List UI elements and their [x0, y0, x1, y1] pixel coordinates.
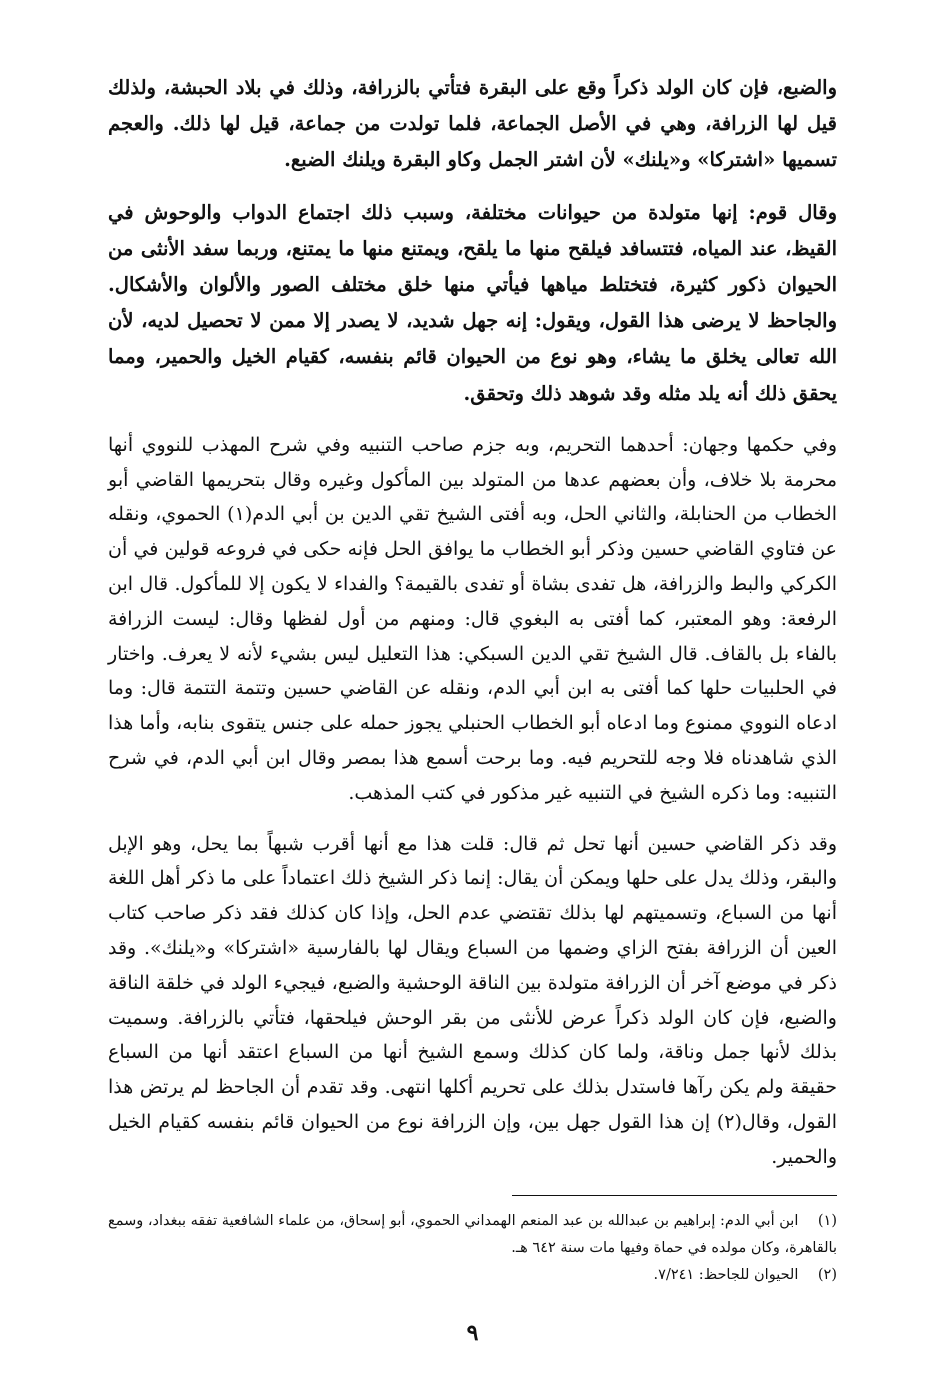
footnote-1 — [108, 1208, 837, 1262]
footnote-number: (٢) — [817, 1266, 837, 1283]
footnote-divider — [512, 1195, 837, 1196]
footnote-text: ابن أبي الدم: إبراهيم بن عبدالله بن عبد المنعم الهمداني الحموي، أبو إسحاق، من علماء الشافعية تفقه ببغداد، وسمع بالقاهرة، وكان مولده في حماة وفيها مات سنة ٦٤٢ هـ. — [108, 1212, 837, 1256]
footnote-2 — [108, 1262, 837, 1289]
footnote-number: (١) — [817, 1212, 838, 1229]
paragraph-4: وقد ذكر القاضي حسين أنها تحل ثم قال: قلت هذا مع أنها أقرب شبهاً بما يحل، وهو الإبل والبقر، وذلك يدل على حلها ويمكن أن يقال: إنما ذكر الشيخ ذلك اعتماداً على ما ذكر أهل اللغة أنها من السباع، وتسميتهم لها بذلك تقتضي عدم الحل، وإذا كان كذلك فقد ذكر صاحب كتاب العين أن الزرافة بفتح الزاي وضمها من السباع ويقال لها بالفارسية «اشتركا» و«يلنك». وقد ذكر في موضع آخر أن الزرافة متولدة بين الناقة الوحشية والضبع، فيجيء الولد في خلقة الناقة والضبع، فإن كان الولد ذكراً عرض للأنثى من بقر الوحش فيلحقها، فتأتي بالزرافة. وسميت بذلك لأنها جمل وناقة، ولما كان كذلك وسمع الشيخ أنها من السباع اعتقد أنها من السباع حقيقة ولم يكن رآها فاستدل بذلك على تحريم أكلها انتهى. وقد تقدم أن الجاحظ لم يرتض هذا القول، وقال(٢) إن هذا القول جهل بين، وإن الزرافة نوع من الحيوان قائم بنفسه كقيام الخيل والحمير. — [108, 832, 837, 1168]
paragraph-2: وقال قوم: إنها متولدة من حيوانات مختلفة، وسبب ذلك اجتماع الدواب والوحوش في القيظ، عند المياه، فتتسافد فيلقح منها ما يلقح، ويمتنع منها ما يمتنع، وربما سفد الأنثى من الحيوان ذكور كثيرة، فتختلط مياهها فيأتي منها خلق مختلف الصور والألوان والأشكال. والجاحظ لا يرضى هذا القول، ويقول: إنه جهل شديد، لا يصدر إلا ممن لا تحصيل لديه، لأن الله تعالى يخلق ما يشاء، وهو نوع من الحيوان قائم بنفسه، كقيام الخيل والحمير، ومما يحقق ذلك أنه يلد مثله وقد شوهد ذلك وتحقق. — [108, 200, 837, 405]
paragraph-3: وفي حكمها وجهان: أحدهما التحريم، وبه جزم صاحب التنبيه وفي شرح المهذب للنووي أنها محرمة بلا خلاف، وأن بعضهم عدها من المتولد بين المأكول وغيره وقال بتحريمها القاضي أبو الخطاب من الحنابلة، والثاني الحل، وبه أفتى الشيخ تقي الدين بن أبي الدم(١) الحموي، ونقله عن فتاوي القاضي حسين وذكر أبو الخطاب ما يوافق الحل فإنه حكى في فروعه قولين في أن الكركي والبط والزرافة، هل تفدى بشاة أو تفدى بالقيمة؟ والفداء لا يكون إلا للمأكول. قال ابن الرفعة: وهو المعتبر، كما أفتى به البغوي قال: ومنهم من أول لفظها وقال: ليست الزرافة بالفاء بل بالقاف. قال الشيخ تقي الدين السبكي: هذا التعليل ليس بشيء لأنه لا يعرف. واختار في الحلبيات حلها كما أفتى به ابن أبي الدم، ونقله عن القاضي حسين وتتمة التتمة قال: وما ادعاه النووي ممنوع وما ادعاه أبو الخطاب الحنبلي يجوز حمله على جنس يتقوى بنابه، وأما هذا الذي شاهدناه فلا وجه للتحريم فيه. وما برحت أسمع هذا بمصر وقال ابن أبي الدم، في شرح التنبيه: وما ذكره الشيخ في التنبيه غير مذكور في كتب المذهب. — [108, 433, 837, 804]
footnote-text: الحيوان للجاحظ: ٧/٢٤١. — [653, 1266, 799, 1283]
footnotes — [108, 1208, 837, 1289]
paragraph-1: والضبع، فإن كان الولد ذكراً وقع على البقرة فتأتي بالزرافة، وذلك في بلاد الحبشة، ولذلك قيل لها الزرافة، وهي في الأصل الجماعة، فلما تولدت من جماعة، قيل لها ذلك. والعجم تسميها «اشتركا» و«يلنك» لأن اشتر الجمل وكاو البقرة ويلنك الضبع. — [108, 76, 837, 172]
page-number: ٩ — [466, 1320, 479, 1346]
